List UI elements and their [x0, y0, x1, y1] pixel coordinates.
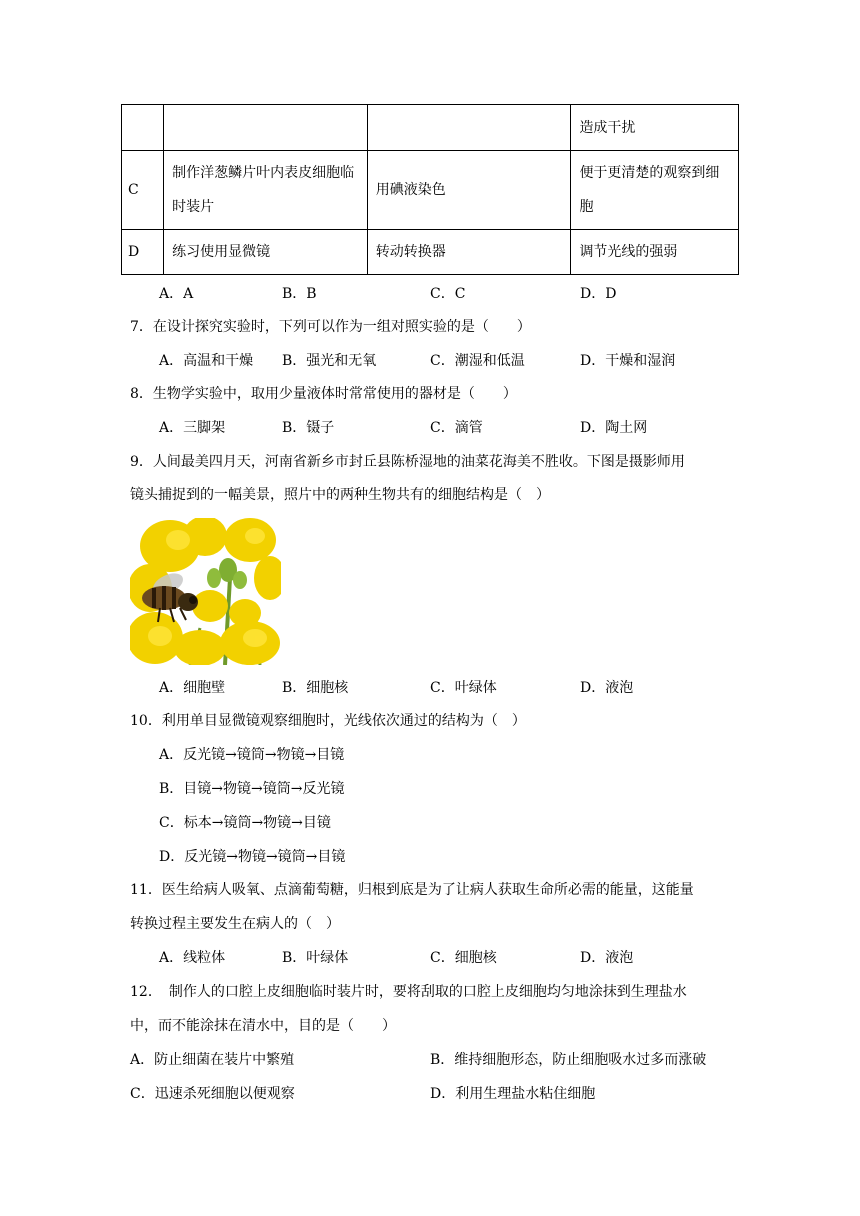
q7-option-d[interactable]: D．干燥和湿润 — [580, 353, 676, 369]
q12-stem-line1: 12． 制作人的口腔上皮细胞临时装片时，要将刮取的口腔上皮细胞均匀地涂抹到生理盐水 — [130, 984, 687, 1000]
q9-stem-line2: 镜头捕捉到的一幅美景，照片中的两种生物共有的细胞结构是（ ） — [130, 487, 550, 503]
q10-stem: 10．利用单目显微镜观察细胞时，光线依次通过的结构为（ ） — [130, 713, 526, 729]
operation-cell: 练习使用显微镜 — [164, 230, 368, 275]
q10-option-c[interactable]: C．标本→镜筒→物镜→目镜 — [159, 815, 331, 831]
q11-option-c[interactable]: C．细胞核 — [430, 950, 497, 966]
q6-option-c[interactable]: C．C — [430, 286, 466, 302]
operation-cell — [164, 105, 368, 151]
q9-option-c[interactable]: C．叶绿体 — [430, 680, 497, 696]
row-label — [122, 105, 164, 151]
q10-option-a[interactable]: A．反光镜→镜筒→物镜→目镜 — [159, 747, 345, 763]
purpose-cell: 造成干扰 — [571, 105, 739, 151]
row-label: D — [122, 230, 164, 275]
q7-option-c[interactable]: C．潮湿和低温 — [430, 353, 525, 369]
q12-option-d[interactable]: D．利用生理盐水粘住细胞 — [430, 1086, 596, 1102]
q7-stem: 7．在设计探究实验时，下列可以作为一组对照实验的是（ ） — [130, 319, 531, 335]
q11-option-d[interactable]: D．液泡 — [580, 950, 634, 966]
q11-stem-line1: 11．医生给病人吸氧、点滴葡萄糖，归根到底是为了让病人获取生命所必需的能量，这能量 — [130, 882, 694, 898]
q9-option-b[interactable]: B．细胞核 — [282, 680, 349, 696]
rapeseed-flower-bee-photo — [130, 518, 281, 665]
q6-option-d[interactable]: D．D — [580, 286, 617, 302]
q7-option-b[interactable]: B．强光和无氧 — [282, 353, 377, 369]
q12-option-a[interactable]: A．防止细菌在装片中繁殖 — [130, 1052, 295, 1068]
row-label: C — [122, 151, 164, 230]
q9-option-d[interactable]: D．液泡 — [580, 680, 634, 696]
method-cell — [367, 105, 571, 151]
q12-option-c[interactable]: C．迅速杀死细胞以便观察 — [130, 1086, 295, 1102]
q8-stem: 8．生物学实验中，取用少量液体时常常使用的器材是（ ） — [130, 386, 517, 402]
q6-option-b[interactable]: B．B — [282, 286, 317, 302]
method-cell: 转动转换器 — [367, 230, 571, 275]
q12-stem-line2: 中，而不能涂抹在清水中，目的是（ ） — [130, 1018, 396, 1034]
purpose-cell: 调节光线的强弱 — [571, 230, 739, 275]
q8-option-c[interactable]: C．滴管 — [430, 420, 483, 436]
operation-cell: 制作洋葱鳞片叶内表皮细胞临时装片 — [164, 151, 368, 230]
q10-option-b[interactable]: B．目镜→物镜→镜筒→反光镜 — [159, 781, 345, 797]
q11-option-a[interactable]: A．线粒体 — [159, 950, 226, 966]
method-cell: 用碘液染色 — [367, 151, 571, 230]
experiment-table — [121, 104, 739, 275]
q10-option-d[interactable]: D．反光镜→物镜→镜筒→目镜 — [159, 849, 346, 865]
table-row — [122, 151, 739, 230]
q8-option-d[interactable]: D．陶土网 — [580, 420, 648, 436]
q11-stem-line2: 转换过程主要发生在病人的（ ） — [130, 916, 340, 932]
q11-option-b[interactable]: B．叶绿体 — [282, 950, 349, 966]
q6-option-a[interactable]: A．A — [159, 286, 194, 302]
q8-option-a[interactable]: A．三脚架 — [159, 420, 226, 436]
purpose-cell: 便于更清楚的观察到细胞 — [571, 151, 739, 230]
table-row — [122, 105, 739, 151]
q9-stem-line1: 9．人间最美四月天，河南省新乡市封丘县陈桥湿地的油菜花海美不胜收。下图是摄影师用 — [130, 454, 685, 470]
table-row — [122, 230, 739, 275]
q7-option-a[interactable]: A．高温和干燥 — [159, 353, 254, 369]
q12-option-b[interactable]: B．维持细胞形态，防止细胞吸水过多而涨破 — [430, 1052, 707, 1068]
q8-option-b[interactable]: B．镊子 — [282, 420, 335, 436]
q9-option-a[interactable]: A．细胞壁 — [159, 680, 226, 696]
